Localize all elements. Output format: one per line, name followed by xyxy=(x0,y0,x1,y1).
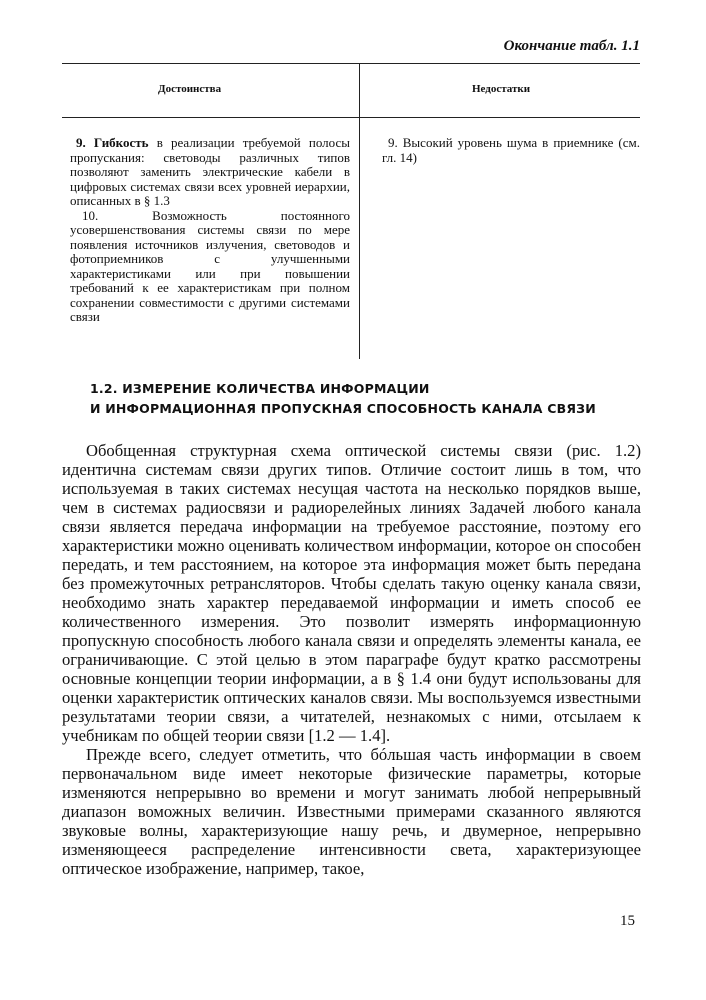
advantage-item-number: 9. Гибкость xyxy=(76,135,149,150)
advantage-item-number: 10. xyxy=(82,207,99,223)
section-heading-line: 1.2. ИЗМЕРЕНИЕ КОЛИЧЕСТВА ИНФОРМАЦИИ xyxy=(90,381,430,396)
table xyxy=(62,63,640,363)
disadvantages-column xyxy=(382,136,640,165)
disadvantage-item: 9. Высокий уровень шума в приемнике (см. гл. 14) xyxy=(382,135,640,165)
section-heading xyxy=(90,379,650,419)
paragraph: Обобщенная структурная схема оптической системы связи (рис. 1.2) идентична системам связи других типов. Отличие состоит лишь в том, что используемая в таких системах несущая частота на несколько порядков выше, чем в системах радиосвязи и радиорелейных линиях Задачей любого канала связи является передача информации на требуемое расстояние, поэтому его характеристики можно оценивать количеством информации, которое он способен передать, и тем расстоянием, на которое эта информация может быть передана без промежуточных ретрансляторов. Чтобы сделать такую оценку канала связи, необходимо знать характер передаваемой информации и иметь способ ее количественного измерения. Это позволит измерять информационную пропускную способность любого канала связи и определять элементы канала, ее ограничивающие. С этой целью в этом параграфе будут кратко рассмотрены основные концепции теории информации, а в § 1.4 они будут использованы для оценки характеристик оптических каналов связи. Мы воспользуемся известными результатами теории связи, а читателей, незнакомых с ними, отсылаем к учебникам по общей теории связи [1.2 — 1.4]. xyxy=(62,441,641,745)
table-column-divider xyxy=(359,63,360,359)
header-disadvantages: Недостатки xyxy=(472,83,531,95)
paragraph: Прежде всего, следует отметить, что бóльшая часть информации в своем первоначальном виде имеет некоторые физические параметры, которые изменяются непрерывно во времени и могут занимать любой непрерывный диапазон воможных величин. Известными примерами сказанного являются звуковые волны, характеризующие нашу речь, и двумерное, непрерывно изменяющееся распределение интенсивности света, характеризующее оптическое изображение, например, такое, xyxy=(62,745,641,878)
table-top-rule xyxy=(62,63,640,64)
advantage-item-text: Возможность постоянного усовершенствования системы связи по мере появления источников излучения, световодов и фотоприемников с улучшенными характеристиками или при повышении требований к ее характеристикам при полном сохранении совместимости с другими системами связи xyxy=(70,207,350,324)
table-caption: Окончание табл. 1.1 xyxy=(503,38,640,54)
advantages-column xyxy=(70,136,350,325)
header-advantages: Достоинства xyxy=(158,83,222,95)
page-number: 15 xyxy=(620,913,635,929)
section-heading-line: И ИНФОРМАЦИОННАЯ ПРОПУСКНАЯ СПОСОБНОСТЬ КАНАЛА СВЯЗИ xyxy=(90,401,596,416)
advantage-item xyxy=(70,209,350,325)
body-text xyxy=(62,441,641,878)
advantage-item-text: в реализации требуемой полосы пропускания: световоды различных типов позволяют заменить электрические кабели в цифровых системах связи всех уровней иерархии, описанных в § 1.3 xyxy=(70,135,350,208)
advantage-item xyxy=(70,136,350,209)
table-header-rule xyxy=(62,117,640,118)
